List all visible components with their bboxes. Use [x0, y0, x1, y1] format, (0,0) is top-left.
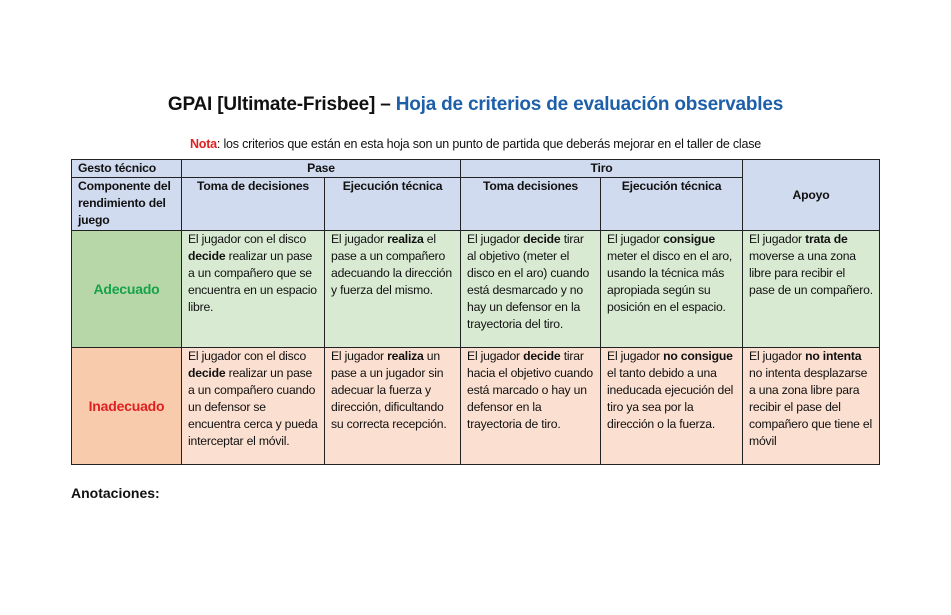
col-header: Ejecución técnica	[325, 178, 461, 231]
componente-header: Componente del rendimiento del juego	[72, 178, 182, 231]
criteria-cell: El jugador realiza un pase a un jugador sin adecuar la fuerza y dirección, dificultando su correcta recepción.	[325, 348, 461, 465]
col-header: Ejecución técnica	[601, 178, 743, 231]
note-text: : los criterios que están en esta hoja son un punto de partida que deberás mejorar en el taller de clase	[216, 137, 762, 151]
criteria-cell: El jugador con el disco decide realizar un pase a un compañero cuando un defensor se encuentra cerca y pueda interceptar el móvil.	[182, 348, 325, 465]
col-header: Toma de decisiones	[182, 178, 325, 231]
title-main: GPAI [Ultimate-Frisbee] –	[167, 94, 391, 115]
criteria-cell: El jugador decide tirar hacia el objetivo cuando está marcado o hay un defensor en la trayectoria de tiro.	[461, 348, 601, 465]
annotations-label: Anotaciones:	[71, 485, 160, 501]
criteria-cell: El jugador decide tirar al objetivo (meter el disco en el aro) cuando está desmarcado y no hay un defensor en la trayectoria del tiro.	[461, 231, 601, 348]
page-title	[0, 94, 951, 116]
pase-header: Pase	[182, 160, 461, 178]
criteria-cell: El jugador con el disco decide realizar un pase a un compañero que se encuentra en un espacio libre.	[182, 231, 325, 348]
criteria-cell: El jugador consigue meter el disco en el aro, usando la técnica más apropiada según su posición en el espacio.	[601, 231, 743, 348]
note-line	[0, 137, 951, 151]
criteria-cell: El jugador no intenta no intenta desplazarse a una zona libre para recibir el pase del compañero que tiene el móvil	[743, 348, 880, 465]
row-adecuado	[72, 231, 880, 348]
criteria-cell: El jugador realiza el pase a un compañero adecuando la dirección y fuerza del mismo.	[325, 231, 461, 348]
level-inadecuado: Inadecuado	[72, 348, 182, 465]
apoyo-header: Apoyo	[743, 160, 880, 231]
criteria-cell: El jugador trata de moverse a una zona libre para recibir el pase de un compañero.	[743, 231, 880, 348]
row-inadecuado	[72, 348, 880, 465]
title-subtitle: Hoja de criterios de evaluación observables	[395, 94, 784, 115]
gesto-header: Gesto técnico	[72, 160, 182, 178]
criteria-cell: El jugador no consigue el tanto debido a una ineducada ejecución del tiro ya sea por la dirección o la fuerza.	[601, 348, 743, 465]
level-adecuado: Adecuado	[72, 231, 182, 348]
tiro-header: Tiro	[461, 160, 743, 178]
rubric-table	[71, 159, 880, 465]
col-header: Toma decisiones	[461, 178, 601, 231]
note-label: Nota	[189, 137, 217, 151]
header-row-gestures	[72, 160, 880, 178]
